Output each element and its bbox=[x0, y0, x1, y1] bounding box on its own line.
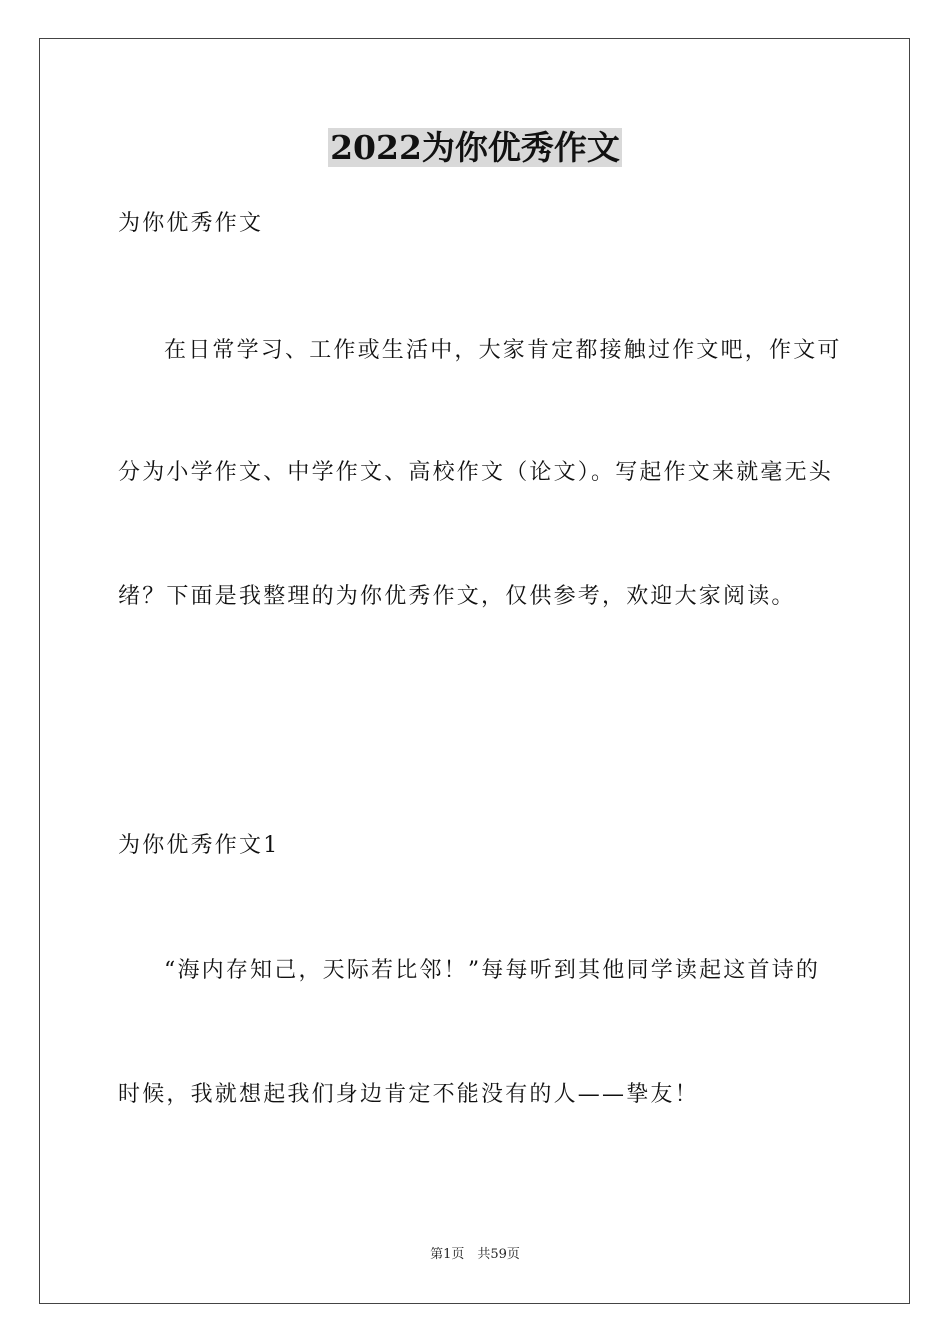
page-footer: 第1页 共59页 bbox=[430, 1247, 520, 1262]
intro-paragraph-line-2: 分为小学作文、中学作文、高校作文（论文）。写起作文来就毫无头 bbox=[118, 460, 834, 485]
document-subtitle: 为你优秀作文 bbox=[118, 211, 264, 236]
document-title-text: 2022为你优秀作文 bbox=[330, 128, 620, 167]
section-heading: 为你优秀作文1 bbox=[118, 833, 280, 858]
section-paragraph-line-2: 时候，我就想起我们身边肯定不能没有的人——挚友！ bbox=[118, 1082, 699, 1107]
intro-paragraph-line-1: 在日常学习、工作或生活中，大家肯定都接触过作文吧，作文可 bbox=[164, 338, 842, 363]
section-paragraph-line-1: “海内存知己，天际若比邻！”每每听到其他同学读起这首诗的 bbox=[164, 958, 821, 983]
document-title bbox=[0, 126, 950, 170]
intro-paragraph-line-3: 绪？下面是我整理的为你优秀作文，仅供参考，欢迎大家阅读。 bbox=[118, 584, 796, 609]
